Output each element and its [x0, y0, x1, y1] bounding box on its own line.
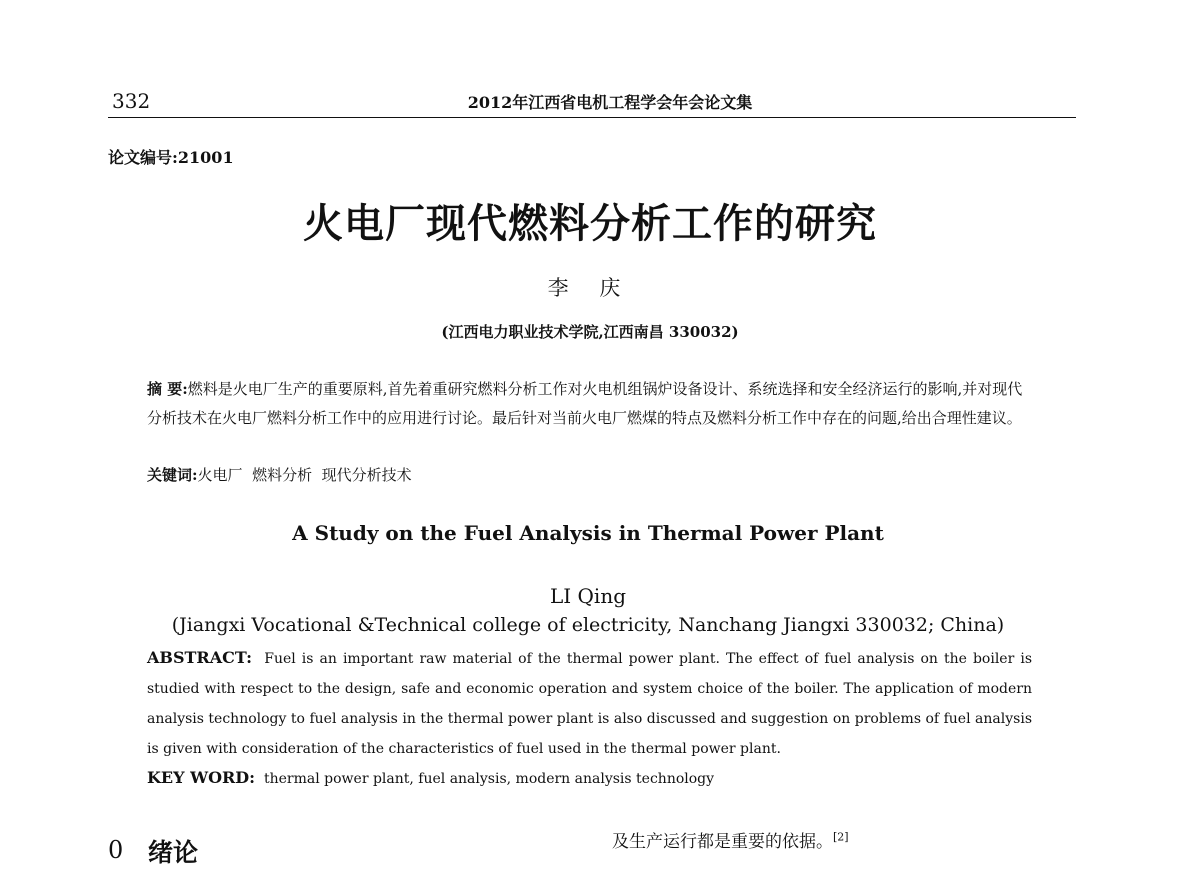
title-english: A Study on the Fuel Analysis in Thermal Power Plant [292, 521, 884, 545]
keywords-chinese-label: 关键词: [147, 466, 198, 484]
keywords-english-label: KEY WORD: [147, 768, 256, 787]
body-text: 及生产运行都是重要的依据。 [612, 832, 833, 852]
keywords-chinese-text: 火电厂 燃料分析 现代分析技术 [197, 466, 412, 484]
running-title: 2012年江西省电机工程学会年会论文集 [467, 93, 753, 112]
page-number: 332 [112, 89, 151, 113]
citation-mark: [2] [833, 830, 849, 844]
abstract-chinese-label: 摘 要: [147, 380, 188, 398]
abstract-chinese-text: 燃料是火电厂生产的重要原料,首先着重研究燃料分析工作对火电机组锅炉设备设计、系统选择和安全经济运行的影响,并对现代分析技术在火电厂燃料分析工作中的应用进行讨论。最后针对当前火电厂燃煤的特点及燃料分析工作中存在的问题,给出合理性建议。 [147, 380, 1023, 427]
title-chinese: 火电厂现代燃料分析工作的研究 [303, 200, 877, 247]
body-text-snippet [612, 827, 849, 852]
paper-id: 论文编号:21001 [108, 148, 234, 167]
abstract-english [147, 643, 1032, 764]
author-english: LI Qing [549, 584, 626, 608]
abstract-english-text: Fuel is an important raw material of the thermal power plant. The effect of fuel analysis on the boiler is studied with respect to the design, safe and economic operation and system choice of the boiler. The application of modern analysis technology to fuel analysis in the thermal power plant is also discussed and suggestion on problems of fuel analysis is given with consideration of the characteristics of fuel used in the thermal power plant. [147, 651, 1032, 757]
affiliation-chinese: (江西电力职业技术学院,江西南昌 330032) [441, 323, 739, 341]
section-number: 0 [108, 836, 124, 864]
keywords-chinese [147, 461, 1029, 490]
section-title: 绪论 [148, 838, 199, 867]
abstract-chinese [147, 375, 1029, 433]
abstract-english-label: ABSTRACT: [147, 648, 253, 667]
keywords-english [147, 763, 1032, 794]
keywords-english-text: thermal power plant, fuel analysis, modern analysis technology [263, 771, 715, 787]
affiliation-english: (Jiangxi Vocational &Technical college of electricity, Nanchang Jiangxi 330032; China) [171, 614, 1005, 636]
header-rule [108, 117, 1076, 118]
author-chinese: 李 庆 [547, 276, 633, 300]
